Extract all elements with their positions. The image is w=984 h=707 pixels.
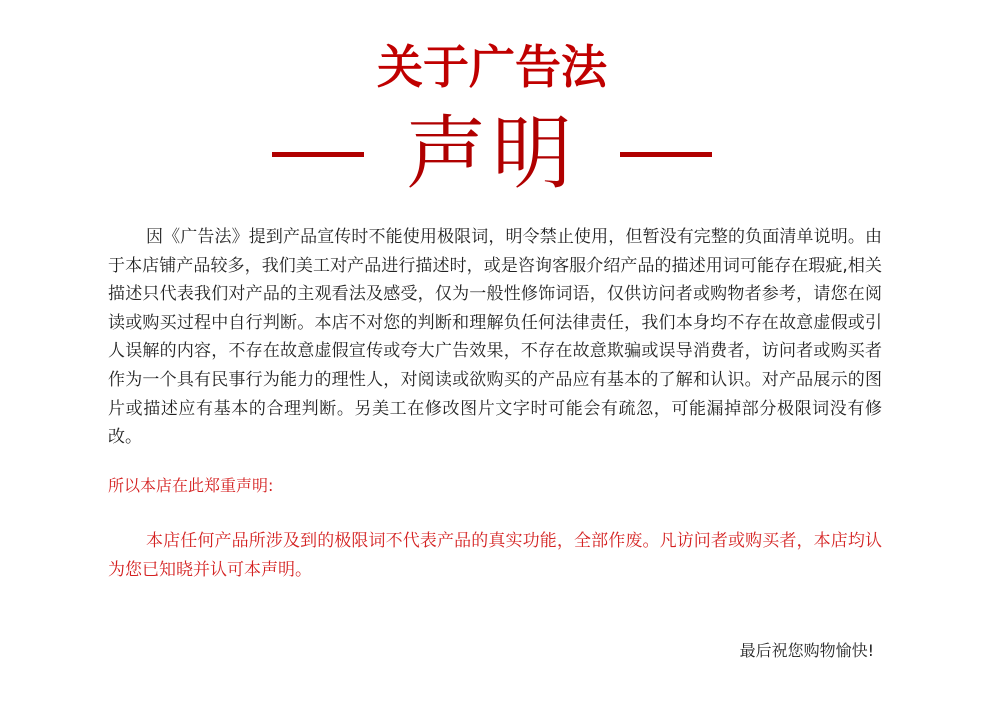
left-rule [272, 152, 364, 157]
page-title: 关于广告法 [377, 39, 607, 94]
statement-paragraph: 本店任何产品所涉及到的极限词不代表产品的真实功能，全部作废。凡访问者或购买者，本店均认为您已知晓并认可本声明。 [108, 531, 882, 580]
right-rule [620, 152, 712, 157]
closing-note: 最后祝您购物愉快! [739, 641, 874, 660]
statement-intro: 所以本店在此郑重声明: [108, 476, 274, 495]
heading-row [0, 107, 984, 200]
heading: 声明 [406, 107, 578, 200]
body-paragraph: 因《广告法》提到产品宣传时不能使用极限词，明令禁止使用，但暂没有完整的负面清单说明。由于本店铺产品较多，我们美工对产品进行描述时，或是咨询客服介绍产品的描述用词可能存在瑕疵,相关描述只代表我们对产品的主观看法及感受，仅为一般性修饰词语，仅供访问者或购物者参考，请您在阅读或购买过程中自行判断。本店不对您的判断和理解负任何法律责任，我们本身均不存在故意虚假或引人误解的内容，不存在故意虚假宣传或夸大广告效果，不存在故意欺骗或误导消费者，访问者或购买者作为一个具有民事行为能力的理性人，对阅读或欲购买的产品应有基本的了解和认识。对产品展示的图片或描述应有基本的合理判断。另美工在修改图片文字时可能会有疏忽，可能漏掉部分极限词没有修改。 [108, 227, 882, 448]
